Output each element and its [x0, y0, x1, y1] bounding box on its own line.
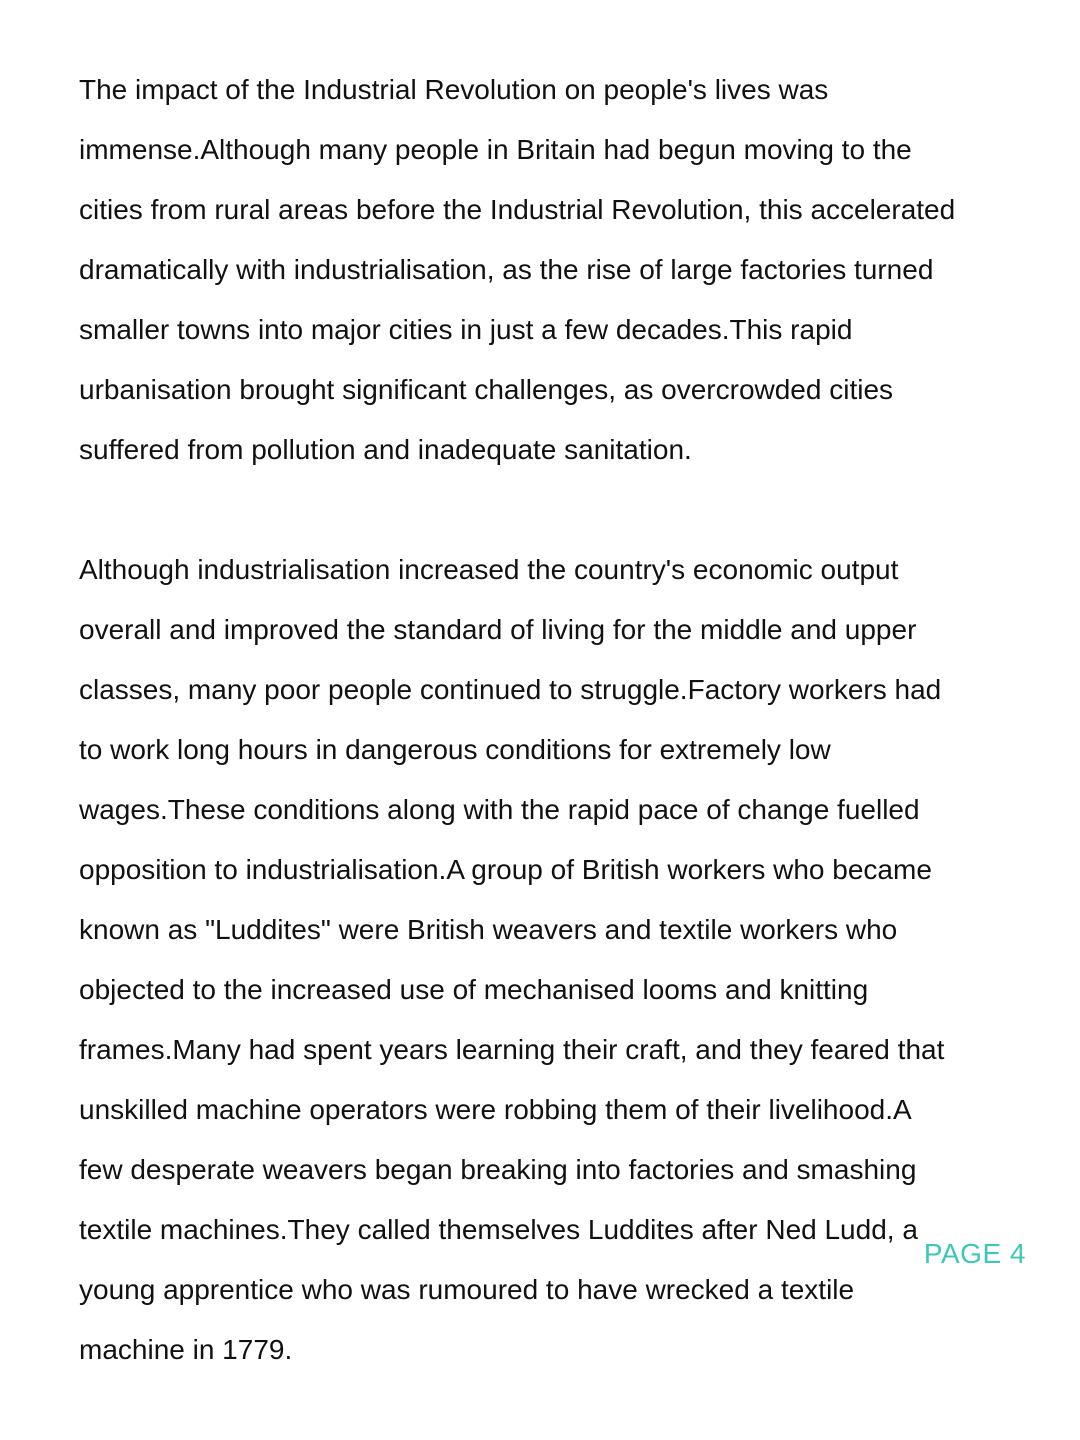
- paragraph-line: Although industrialisation increased the country's economic output: [79, 554, 899, 585]
- paragraph-line: machine in 1779.: [79, 1334, 293, 1365]
- paragraph-line: opposition to industrialisation.A group of British workers who became: [79, 854, 932, 885]
- paragraph-line: suffered from pollution and inadequate sanitation.: [79, 434, 692, 465]
- paragraph-line: young apprentice who was rumoured to have wrecked a textile: [79, 1274, 855, 1305]
- paragraph-line: textile machines.They called themselves Luddites after Ned Ludd, a: [79, 1214, 918, 1245]
- paragraph-industrial-revolution-impact: [79, 60, 1029, 480]
- paragraph-line: immense.Although many people in Britain had begun moving to the: [79, 134, 912, 165]
- paragraph-line: classes, many poor people continued to struggle.Factory workers had: [79, 674, 942, 705]
- paragraph-line: frames.Many had spent years learning their craft, and they feared that: [79, 1034, 945, 1065]
- paragraph-line: to work long hours in dangerous conditions for extremely low: [79, 734, 831, 765]
- paragraph-line: urbanisation brought significant challenges, as overcrowded cities: [79, 374, 894, 405]
- paragraph-line: overall and improved the standard of living for the middle and upper: [79, 614, 917, 645]
- paragraph-line: cities from rural areas before the Industrial Revolution, this accelerated: [79, 194, 956, 225]
- paragraph-line: few desperate weavers began breaking into factories and smashing: [79, 1154, 917, 1185]
- paragraph-line: smaller towns into major cities in just a few decades.This rapid: [79, 314, 853, 345]
- paragraph-line: known as "Luddites" were British weavers and textile workers who: [79, 914, 898, 945]
- document-body: [79, 60, 1029, 1380]
- paragraph-luddites: [79, 540, 1029, 1380]
- paragraph-line: objected to the increased use of mechanised looms and knitting: [79, 974, 869, 1005]
- paragraph-line: unskilled machine operators were robbing them of their livelihood.A: [79, 1094, 912, 1125]
- page-number: PAGE 4: [923, 1238, 1026, 1269]
- paragraph-line: wages.These conditions along with the rapid pace of change fuelled: [79, 794, 920, 825]
- paragraph-line: The impact of the Industrial Revolution on people's lives was: [79, 74, 829, 105]
- paragraph-line: dramatically with industrialisation, as the rise of large factories turned: [79, 254, 934, 285]
